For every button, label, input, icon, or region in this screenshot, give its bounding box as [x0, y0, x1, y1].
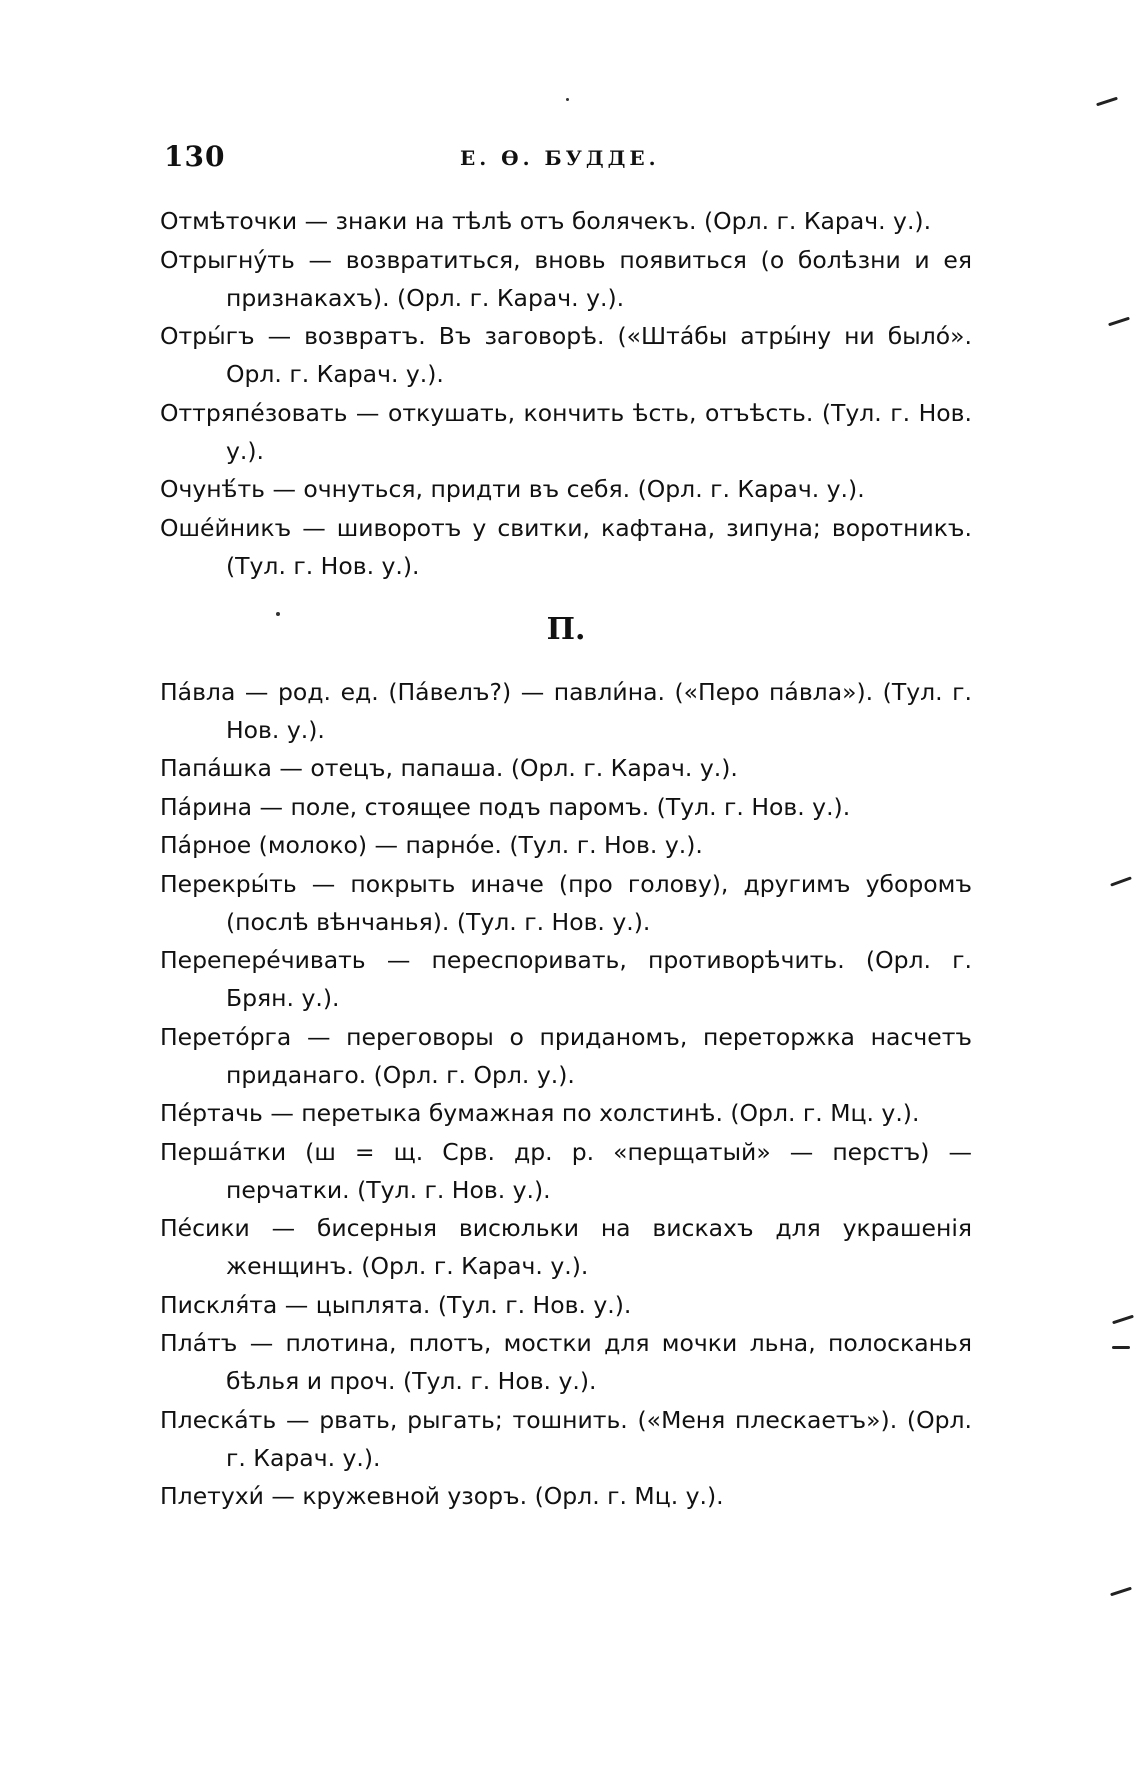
margin-mark: [1096, 97, 1118, 107]
dictionary-entry: Плетухи́ — кружевной узоръ. (Орл. г. Мц. у.).: [160, 1482, 724, 1510]
dictionary-entry: Па́вла — род. ед. (Па́велъ?) — павли́на. («Перо па́вла»). (Тул. г. Нов. у.).: [160, 677, 972, 744]
dictionary-entry: Перето́рга — переговоры о приданомъ, переторжка насчетъ приданаго. (Орл. г. Орл. у.).: [160, 1022, 972, 1089]
scan-speck: [566, 98, 569, 101]
dictionary-entry: Отмѣточки — знаки на тѣлѣ отъ болячекъ. (Орл. г. Карач. у.).: [160, 207, 932, 235]
dictionary-entry: Пе́сики — бисерныя висюльки на вискахъ для украшенія женщинъ. (Орл. г. Карач. у.).: [160, 1214, 972, 1280]
dictionary-entry: Пискля́та — цыплята. (Тул. г. Нов. у.).: [160, 1290, 632, 1319]
dictionary-entry: Оттряпе́зовать — откушать, кончить ѣсть, отъѣсть. (Тул. г. Нов. у.).: [160, 398, 972, 465]
scan-speck: [276, 612, 280, 616]
dictionary-entry: Па́рное (молоко) — парно́е. (Тул. г. Нов. у.).: [160, 831, 703, 859]
dictionary-entry: Оше́йникъ — шиворотъ у свитки, кафтана, зипуна; воротникъ. (Тул. г. Нов. у.).: [160, 513, 972, 580]
dictionary-entry: Перша́тки (ш = щ. Срв. др. р. «перщатый» — перстъ) — перчатки. (Тул. г. Нов. у.).: [160, 1137, 972, 1204]
book-page: [160, 0, 972, 1784]
dictionary-entry: Перекры́ть — покрыть иначе (про голову), другимъ уборомъ (послѣ вѣнчанья). (Тул. г. Нов. у.).: [160, 869, 972, 936]
running-title: Е. Ѳ. БУДДЕ.: [460, 146, 660, 170]
dictionary-entries: [160, 202, 972, 1516]
section-heading: П.: [546, 611, 586, 647]
margin-mark: [1112, 1315, 1134, 1325]
margin-mark: [1110, 1587, 1132, 1597]
margin-mark: [1112, 1346, 1130, 1349]
margin-mark: [1108, 317, 1130, 327]
dictionary-entry: Па́рина — поле, стоящее подъ паромъ. (Тул. г. Нов. у.).: [160, 792, 851, 821]
dictionary-entry: Отры́гъ — возвратъ. Въ заговорѣ. («Шта́бы атры́ну ни было́». Орл. г. Карач. у.).: [160, 322, 972, 388]
dictionary-entry: Очунѣ́ть — очнуться, придти въ себя. (Орл. г. Карач. у.).: [160, 475, 865, 503]
dictionary-entry: Пла́тъ — плотина, плотъ, мостки для мочки льна, полосканья бѣлья и проч. (Тул. г. Нов. у.).: [160, 1329, 972, 1395]
dictionary-entry: Отрыгну́ть — возвратиться, вновь появиться (о болѣзни и ея признакахъ). (Орл. г. Карач. у.).: [160, 245, 972, 312]
margin-mark: [1110, 876, 1132, 886]
dictionary-entry: Пе́ртачь — перетыка бумажная по холстинѣ. (Орл. г. Мц. у.).: [160, 1099, 920, 1127]
running-header: [160, 140, 972, 180]
dictionary-entry: Плеска́ть — рвать, рыгать; тошнить. («Меня плескаетъ»). (Орл. г. Карач. у.).: [160, 1405, 972, 1472]
dictionary-entry: Папа́шка — отецъ, папаша. (Орл. г. Карач. у.).: [160, 754, 738, 782]
page-number: 130: [164, 140, 226, 173]
dictionary-entry: Перепере́чивать — переспоривать, противорѣчить. (Орл. г. Брян. у.).: [160, 946, 972, 1012]
